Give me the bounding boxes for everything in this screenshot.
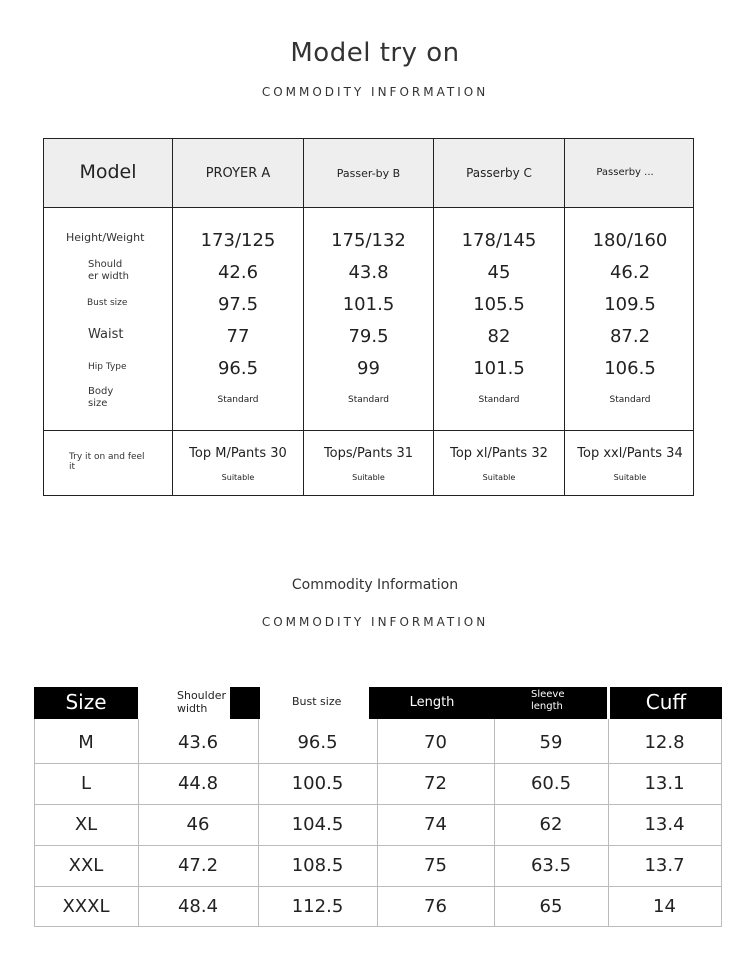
model-try-on-table <box>43 138 694 496</box>
model-column-header: Passerby ... <box>596 167 654 178</box>
grid-line <box>34 804 722 805</box>
sleeve-cell: 65 <box>539 896 563 917</box>
body-size-value: Standard <box>478 395 520 405</box>
size-header: Size <box>65 690 107 714</box>
grid-line <box>34 886 722 887</box>
sleeve-cell: 62 <box>539 814 563 835</box>
commodity-information-subtitle-2: COMMODITY INFORMATION <box>261 615 489 629</box>
length-cell: 70 <box>424 732 447 753</box>
height-weight-value: 173/125 <box>200 230 276 251</box>
shoulder-width-value: 43.8 <box>348 262 389 283</box>
shoulder-cell: 47.2 <box>177 855 219 876</box>
shoulder-cell: 46 <box>186 814 210 835</box>
height-weight-value: 180/160 <box>592 230 668 251</box>
hip-value: 99 <box>357 358 380 379</box>
waist-value: 82 <box>487 326 511 347</box>
shoulder-width-label-line2: er width <box>88 271 130 282</box>
column-divider <box>433 139 434 495</box>
fit-value: Top xxl/Pants 34 <box>577 446 683 461</box>
bust-cell: 108.5 <box>291 855 344 876</box>
body-size-label-line1: Body <box>88 386 114 397</box>
bust-size-header: Bust size <box>292 695 342 708</box>
column-divider <box>172 139 173 495</box>
shoulder-cell: 43.6 <box>177 732 219 753</box>
size-cell: M <box>78 732 94 753</box>
model-header: Model <box>79 161 137 183</box>
cuff-cell: 14 <box>653 896 676 917</box>
size-table <box>34 687 722 927</box>
sleeve-cell: 59 <box>539 732 563 753</box>
column-divider <box>303 139 304 495</box>
model-try-on-title: Model try on <box>290 38 460 68</box>
size-cell: XXL <box>68 855 104 876</box>
bust-cell: 104.5 <box>291 814 344 835</box>
bust-cell: 112.5 <box>291 896 344 917</box>
waist-value: 77 <box>226 326 250 347</box>
grid-line <box>34 763 722 764</box>
commodity-information-title: Commodity Information <box>291 577 459 593</box>
size-cell: XL <box>74 814 98 835</box>
size-cell: L <box>80 773 92 794</box>
shoulder-width-label-line1: Should <box>88 259 123 270</box>
bust-size-value: 97.5 <box>217 294 259 315</box>
shoulder-cell: 48.4 <box>177 896 219 917</box>
waist-value: 87.2 <box>609 326 651 347</box>
bust-cell: 100.5 <box>291 773 344 794</box>
row-divider <box>44 430 693 431</box>
hip-value: 96.5 <box>217 358 259 379</box>
cuff-cell: 13.4 <box>644 814 685 835</box>
shoulder-width-value: 45 <box>487 262 511 283</box>
try-on-label-line2: it <box>69 462 76 472</box>
length-cell: 72 <box>424 773 447 794</box>
waist-label: Waist <box>88 327 124 342</box>
bust-size-label: Bust size <box>87 298 128 308</box>
grid-line <box>721 719 722 927</box>
length-cell: 76 <box>424 896 447 917</box>
shoulder-width-header-line1: Shoulder <box>177 689 226 702</box>
body-size-value: Standard <box>609 395 651 405</box>
fit-note: Suitable <box>221 473 255 482</box>
shoulder-width-header-line2: width <box>177 702 208 715</box>
sleeve-cell: 60.5 <box>530 773 572 794</box>
fit-value: Top M/Pants 30 <box>189 446 287 461</box>
height-weight-value: 178/145 <box>461 230 537 251</box>
cuff-header: Cuff <box>645 690 687 714</box>
hip-value: 101.5 <box>473 358 525 379</box>
cuff-cell: 13.7 <box>644 855 685 876</box>
try-on-label-line1: Try it on and feel <box>69 452 145 462</box>
fit-value: Tops/Pants 31 <box>323 446 414 461</box>
cuff-cell: 13.1 <box>644 773 685 794</box>
model-column-header: Passer-by B <box>336 167 401 180</box>
column-divider <box>564 139 565 495</box>
length-cell: 75 <box>424 855 447 876</box>
grid-line <box>34 926 722 927</box>
shoulder-cell: 44.8 <box>177 773 219 794</box>
waist-value: 79.5 <box>348 326 389 347</box>
fit-note: Suitable <box>613 473 647 482</box>
size-cell: XXXL <box>62 896 110 917</box>
fit-value: Top xl/Pants 32 <box>450 446 548 461</box>
hip-value: 106.5 <box>604 358 656 379</box>
body-size-label-line2: size <box>88 398 108 409</box>
height-weight-value: 175/132 <box>331 230 406 251</box>
grid-line <box>34 845 722 846</box>
shoulder-width-value: 46.2 <box>609 262 651 283</box>
length-header: Length <box>409 695 455 710</box>
bust-size-value: 109.5 <box>604 294 656 315</box>
body-size-value: Standard <box>217 395 259 405</box>
model-column-header: Passerby C <box>466 166 532 180</box>
sleeve-cell: 63.5 <box>530 855 572 876</box>
hip-type-label: Hip Type <box>88 362 127 372</box>
length-cell: 74 <box>424 814 447 835</box>
bust-cell: 96.5 <box>297 732 338 753</box>
cuff-cell: 12.8 <box>644 732 685 753</box>
model-column-header: PROYER A <box>205 166 271 181</box>
body-size-value: Standard <box>348 395 389 405</box>
shoulder-width-value: 42.6 <box>217 262 259 283</box>
height-weight-label: Height/Weight <box>66 231 145 244</box>
bust-size-value: 101.5 <box>342 294 395 315</box>
sleeve-length-header-line1: Sleeve <box>531 689 565 700</box>
fit-note: Suitable <box>482 473 516 482</box>
sleeve-length-header-line2: length <box>531 701 563 712</box>
commodity-information-subtitle: COMMODITY INFORMATION <box>261 85 489 99</box>
bust-size-value: 105.5 <box>473 294 525 315</box>
fit-note: Suitable <box>352 473 385 482</box>
